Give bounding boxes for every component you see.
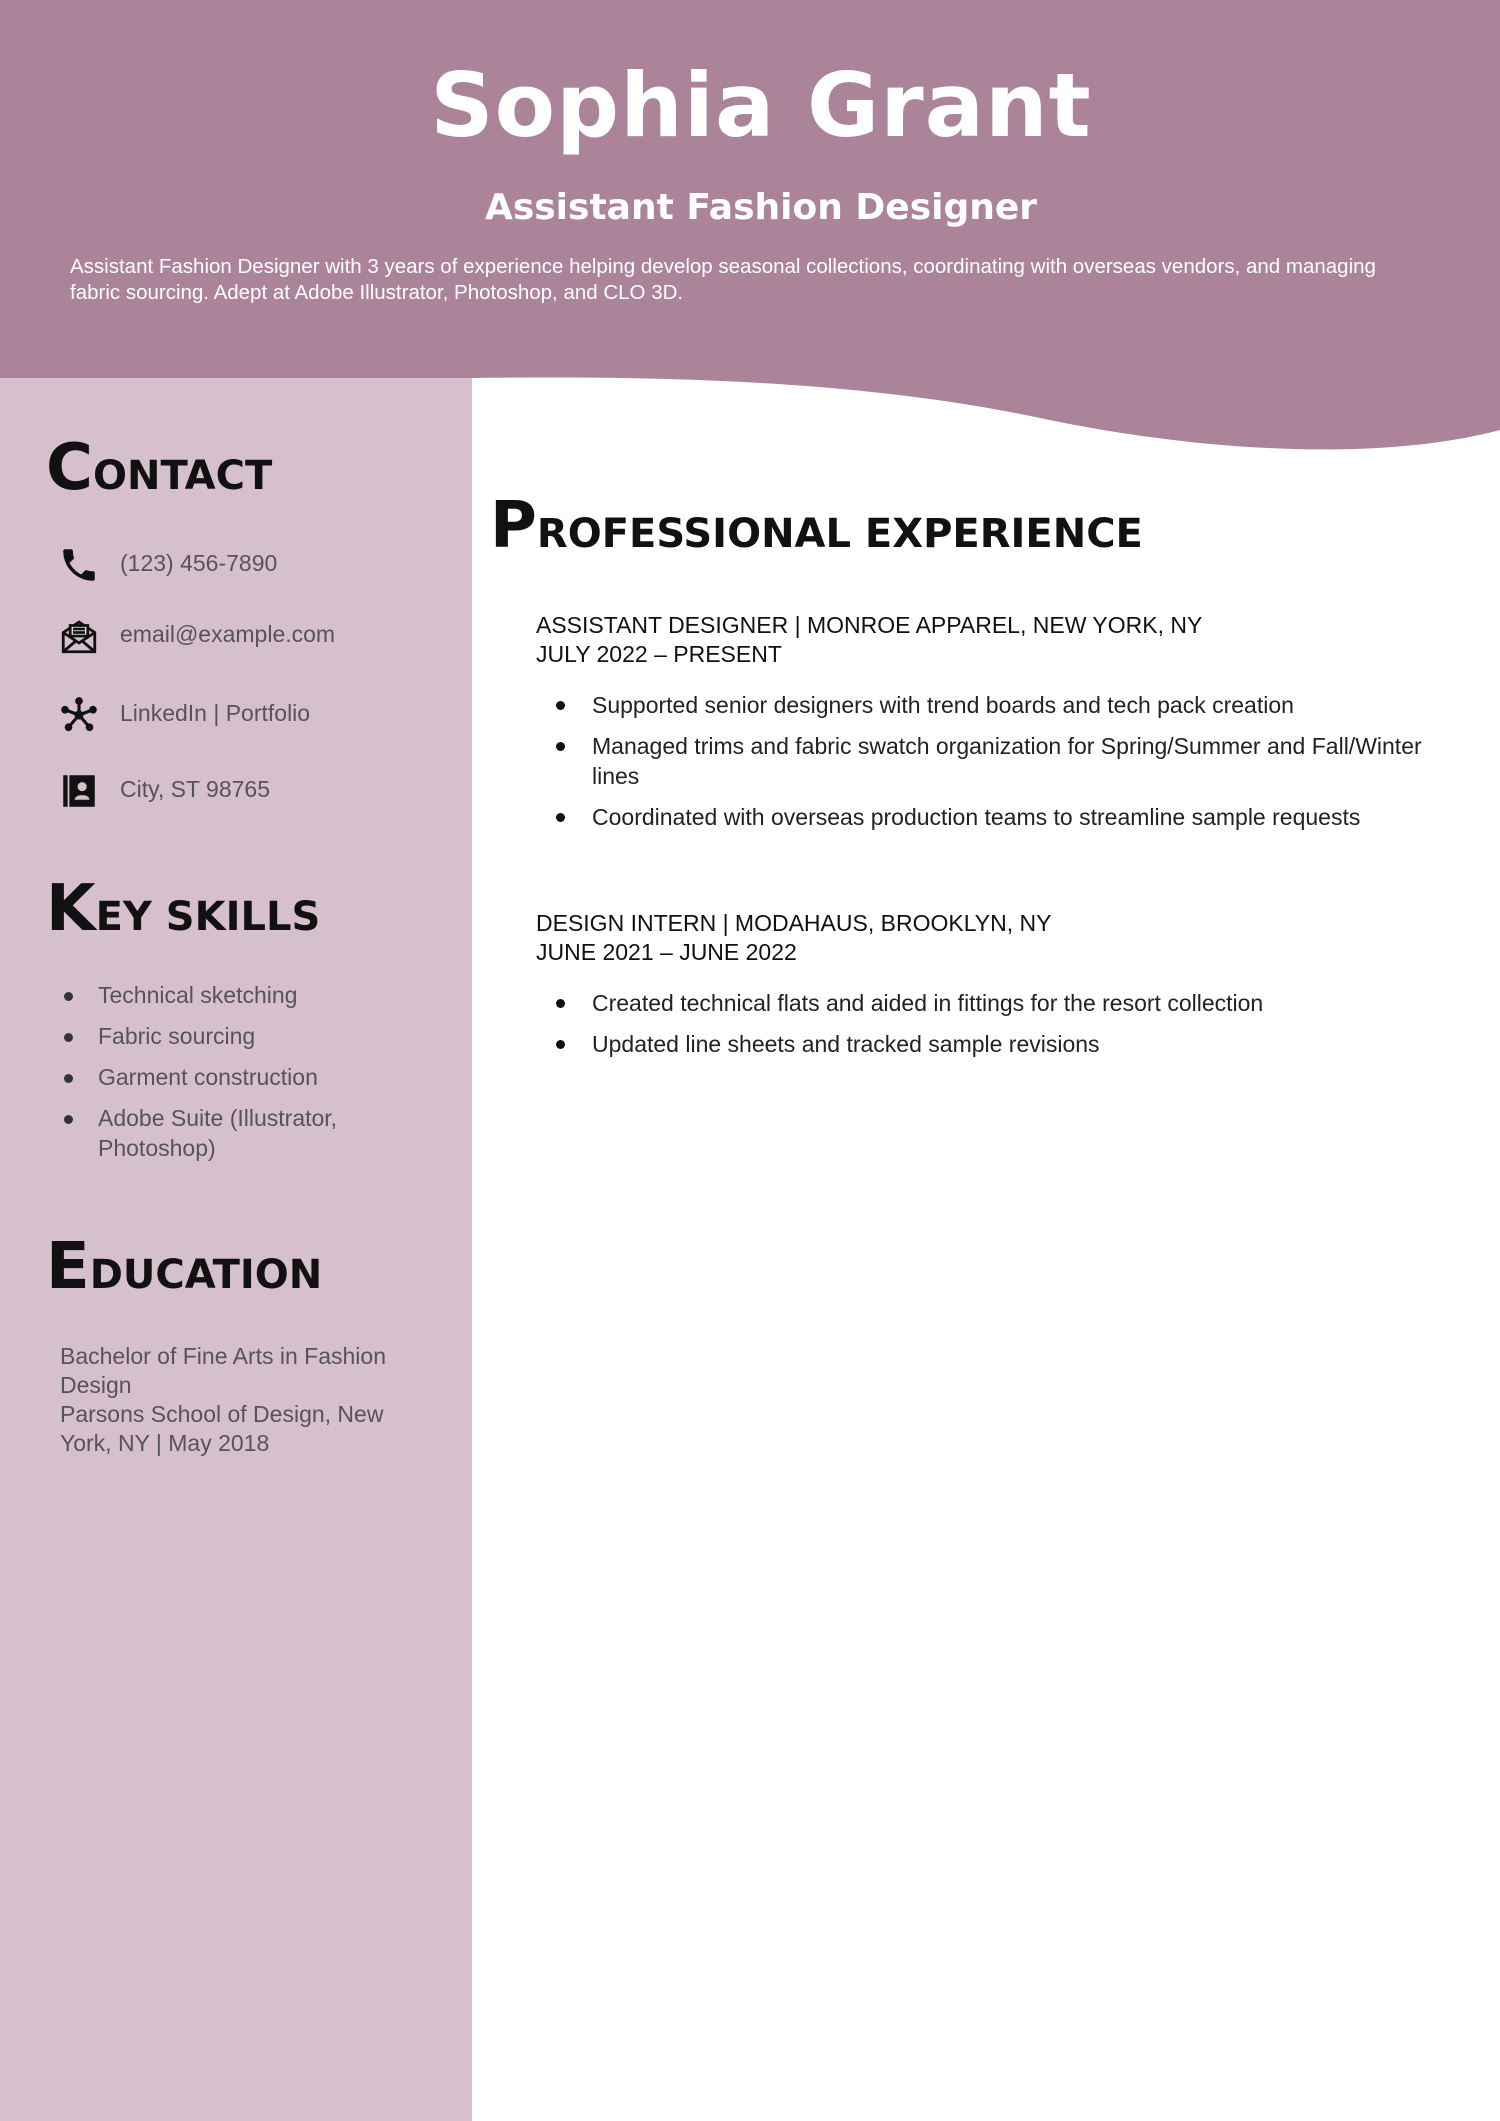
job-title: DESIGN INTERN | MODAHAUS, BROOKLYN, NY bbox=[536, 910, 1052, 936]
experience-heading-rest: ROFESSIONAL EXPERIENCE bbox=[536, 511, 1143, 557]
skills-list bbox=[60, 980, 400, 1174]
skill-item: Garment construction bbox=[60, 1062, 400, 1092]
contact-phone-text: (123) 456-7890 bbox=[120, 550, 278, 576]
education-heading-rest: DUCATION bbox=[89, 1252, 323, 1298]
job-bullets bbox=[536, 988, 1456, 1059]
job-bullet: Created technical flats and aided in fittings for the resort collection bbox=[536, 988, 1456, 1018]
skills-heading bbox=[46, 872, 321, 946]
experience-heading-initial: P bbox=[490, 489, 537, 563]
contact-phone[interactable] bbox=[56, 540, 456, 588]
job-dates: JULY 2022 – PRESENT bbox=[536, 641, 782, 667]
education-heading bbox=[46, 1230, 323, 1304]
email-icon bbox=[58, 615, 100, 657]
contact-heading-rest: ONTACT bbox=[92, 453, 273, 499]
experience-heading bbox=[490, 489, 1143, 563]
skill-item: Fabric sourcing bbox=[60, 1021, 400, 1051]
job-bullet: Managed trims and fabric swatch organization for Spring/Summer and Fall/Winter lines bbox=[536, 731, 1456, 791]
job-title: ASSISTANT DESIGNER | MONROE APPAREL, NEW YORK, NY bbox=[536, 612, 1203, 638]
job-entry bbox=[536, 909, 1456, 1070]
education-school: Parsons School of Design, New York, NY | May 2018 bbox=[60, 1401, 384, 1456]
summary-text: Assistant Fashion Designer with 3 years of experience helping develop seasonal collections, coordinating with overseas vendors, and managing fabric sourcing. Adept at Adobe Illustrator, Photoshop, and CLO 3D. bbox=[70, 255, 1376, 304]
network-icon bbox=[58, 694, 100, 736]
skill-item: Adobe Suite (Illustrator, Photoshop) bbox=[60, 1103, 400, 1163]
job-entry bbox=[536, 611, 1456, 843]
contact-heading bbox=[46, 431, 273, 505]
contact-links[interactable] bbox=[56, 690, 456, 738]
education-entry bbox=[60, 1342, 430, 1458]
job-bullets bbox=[536, 690, 1456, 832]
job-bullet: Updated line sheets and tracked sample revisions bbox=[536, 1029, 1456, 1059]
contact-address-text: City, ST 98765 bbox=[120, 776, 271, 802]
job-bullet: Coordinated with overseas production teams to streamline sample requests bbox=[536, 802, 1456, 832]
contact-email-text: email@example.com bbox=[120, 621, 336, 647]
education-degree: Bachelor of Fine Arts in Fashion Design bbox=[60, 1343, 386, 1398]
contact-links-text: LinkedIn | Portfolio bbox=[120, 700, 311, 726]
contact-email[interactable] bbox=[56, 611, 456, 659]
skills-heading-initial: K bbox=[46, 872, 96, 946]
candidate-role: Assistant Fashion Designer bbox=[484, 187, 1038, 228]
job-bullet: Supported senior designers with trend boards and tech pack creation bbox=[536, 690, 1456, 720]
skills-heading-rest: EY SKILLS bbox=[95, 894, 321, 940]
job-dates: JUNE 2021 – JUNE 2022 bbox=[536, 939, 797, 965]
education-heading-initial: E bbox=[46, 1230, 90, 1304]
address-icon bbox=[58, 770, 100, 812]
contact-address[interactable] bbox=[56, 766, 456, 814]
skill-item: Technical sketching bbox=[60, 980, 400, 1010]
candidate-name: Sophia Grant bbox=[430, 54, 1092, 157]
phone-icon bbox=[58, 544, 100, 586]
contact-heading-initial: C bbox=[46, 431, 93, 505]
